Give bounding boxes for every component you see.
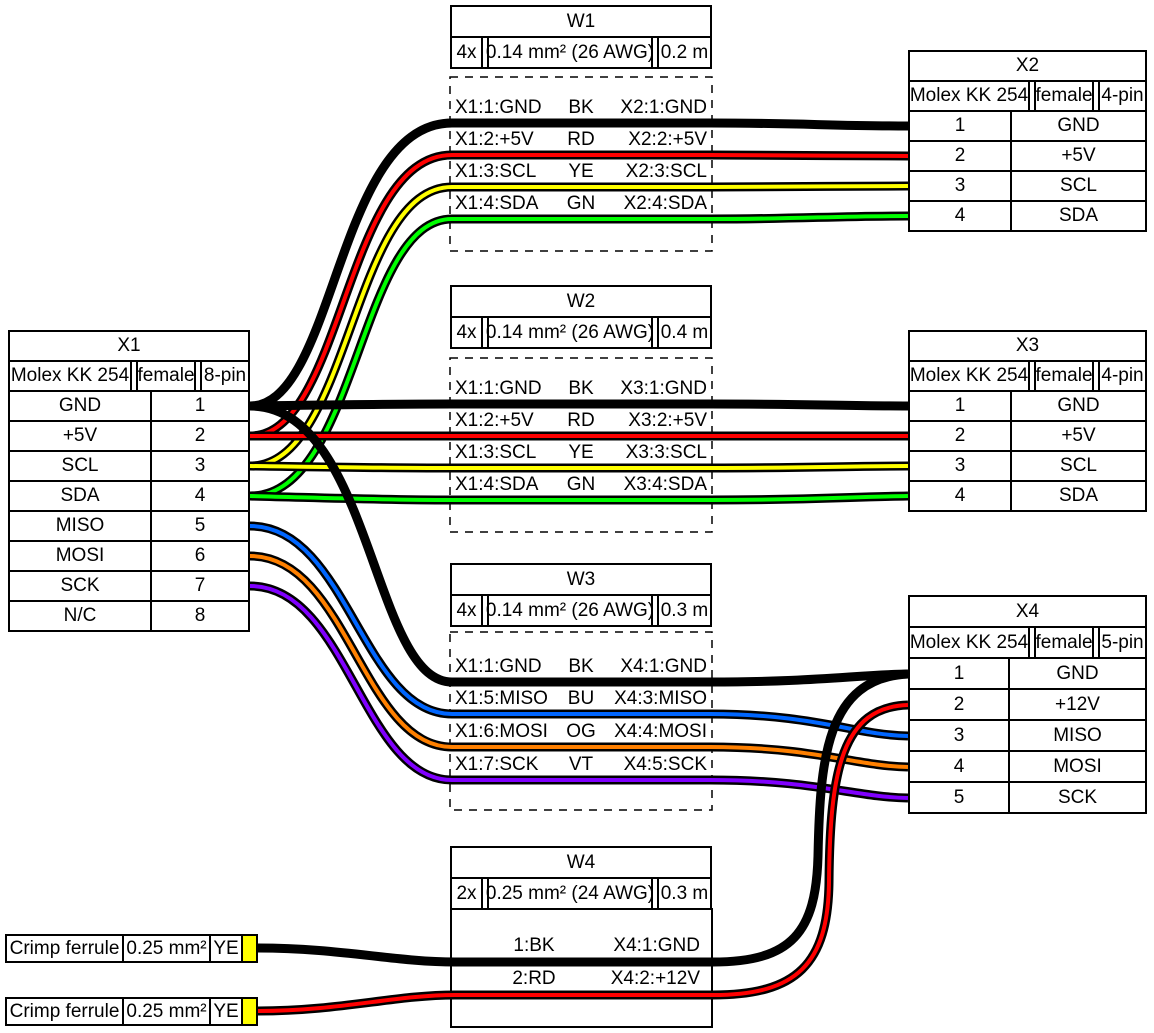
pin-number: 6 <box>150 542 248 570</box>
wire-label-row <box>452 754 710 774</box>
cable-gauge: 0.14 mm² (26 AWG) <box>487 38 653 67</box>
pin-number: 4 <box>150 482 248 510</box>
pin-row <box>910 390 1145 420</box>
ferrule-2-table <box>5 997 258 1026</box>
wire-to: X3:2:+5V <box>628 410 707 431</box>
cable-gauge: 0.25 mm² (24 AWG) <box>487 879 653 908</box>
connector-type: Molex KK 254 <box>910 362 1030 390</box>
connector-x1-table <box>8 330 250 632</box>
wire-to: X3:4:SDA <box>623 474 707 495</box>
wire-label-row <box>452 688 710 708</box>
connector-x3-table <box>908 330 1147 512</box>
ferrule-color-swatch <box>241 936 256 961</box>
wire-from: X1:5:MISO <box>455 688 548 709</box>
connector-gender: female <box>1034 628 1094 657</box>
pin-label: N/C <box>63 605 97 626</box>
wire-color-code: RD <box>567 129 595 150</box>
wire-to: X2:2:+5V <box>628 129 707 150</box>
pin-number: 4 <box>953 755 965 777</box>
pin-row <box>10 420 248 450</box>
ferrule-1-table <box>5 934 258 963</box>
cable-gauge: 0.14 mm² (26 AWG) <box>487 318 653 347</box>
wire-color-code: GN <box>566 193 596 214</box>
ferrule-type: Crimp ferrule <box>9 1000 120 1022</box>
ferrule-gauge: 0.25 mm² <box>122 999 209 1024</box>
cable-length: 0.4 m <box>657 318 710 347</box>
wire-color-code: RD <box>567 410 595 431</box>
ferrule-gauge: 0.25 mm² <box>122 936 209 961</box>
wire-label-row <box>452 656 710 676</box>
pin-row <box>10 450 248 480</box>
pin-row <box>910 781 1145 812</box>
connector-title: X2 <box>1015 55 1040 76</box>
cable-w1-table <box>450 5 712 69</box>
wire-to: X4:2:+12V <box>610 968 700 989</box>
cable-length: 0.3 m <box>657 596 710 625</box>
pin-number: 2 <box>954 425 966 446</box>
cable-length: 0.3 m <box>657 879 710 908</box>
connector-pincount: 8-pin <box>200 362 248 390</box>
connector-title: X3 <box>1015 335 1040 356</box>
wire-label-row <box>452 193 710 213</box>
cable-length: 0.2 m <box>657 38 710 67</box>
cable-wirecount: 4x <box>452 318 483 347</box>
ferrule-color-swatch <box>241 999 256 1024</box>
pin-label: +5V <box>62 425 98 446</box>
cable-wirecount: 4x <box>452 596 483 625</box>
connector-x2-table <box>908 50 1147 232</box>
pin-row <box>910 420 1145 450</box>
wire-to: X4:5:SCK <box>623 754 707 775</box>
wire-from: X1:2:+5V <box>455 410 534 431</box>
connector-pincount: 4-pin <box>1098 82 1145 110</box>
cable-title: W1 <box>566 10 596 32</box>
wire-color-code: BK <box>568 656 594 677</box>
pin-row <box>910 170 1145 200</box>
pin-number: 8 <box>150 602 248 630</box>
pin-number: 1 <box>954 115 966 136</box>
pin-label: SCK <box>60 575 100 596</box>
cable-title: W2 <box>566 290 596 312</box>
pin-label: SCL <box>1010 452 1145 480</box>
wire-from: X1:4:SDA <box>455 193 539 214</box>
wire-to: X3:1:GND <box>620 378 707 399</box>
wire-from: X1:3:SCL <box>455 442 537 463</box>
wire-from: X1:4:SDA <box>455 474 539 495</box>
pin-row <box>910 200 1145 230</box>
connector-type: Molex KK 254 <box>910 82 1030 110</box>
pin-row <box>10 390 248 420</box>
pin-row <box>910 750 1145 781</box>
wire-from: X1:1:GND <box>455 656 542 677</box>
wire-label-row <box>452 721 710 741</box>
pin-number: 2 <box>150 422 248 450</box>
pin-number: 4 <box>954 485 966 506</box>
connector-gender: female <box>1034 82 1094 110</box>
pin-number: 3 <box>150 452 248 480</box>
wire-color-code: BK <box>568 97 594 118</box>
connector-title: X4 <box>1015 600 1040 622</box>
cable-w3-table <box>450 563 712 627</box>
wire-color-code: GN <box>566 474 596 495</box>
wire-w2-gnd <box>250 404 908 406</box>
pin-label: +5V <box>1010 142 1145 170</box>
cable-title: W4 <box>566 851 596 873</box>
pin-row <box>10 600 248 630</box>
wire-from: X1:1:GND <box>455 378 542 399</box>
pin-label: GND <box>1010 392 1145 420</box>
pin-label: MISO <box>1008 721 1145 750</box>
pin-row <box>10 540 248 570</box>
pin-label: +5V <box>1010 422 1145 450</box>
wire-label-row <box>452 97 710 117</box>
wire-from: 1:BK <box>513 935 555 956</box>
connector-type: Molex KK 254 <box>10 362 132 390</box>
connector-pincount: 4-pin <box>1098 362 1145 390</box>
wire-from: X1:2:+5V <box>455 129 534 150</box>
pin-label: SDA <box>1010 202 1145 230</box>
wire-from: 2:RD <box>512 968 556 989</box>
wire-to: X4:1:GND <box>620 656 707 677</box>
pin-row <box>910 657 1145 688</box>
ferrule-color-code: YE <box>209 999 241 1024</box>
ferrule-color-code: YE <box>209 936 241 961</box>
connector-gender: female <box>136 362 196 390</box>
wire-color-code: YE <box>568 442 594 463</box>
pin-number: 2 <box>953 693 965 715</box>
connector-gender: female <box>1034 362 1094 390</box>
pin-label: GND <box>1010 112 1145 140</box>
pin-label: +12V <box>1008 690 1145 719</box>
connector-x4-table <box>908 595 1147 814</box>
pin-row <box>910 688 1145 719</box>
pin-label: MOSI <box>55 545 105 566</box>
pin-label: SCL <box>61 455 99 476</box>
ferrule-type: Crimp ferrule <box>9 937 120 959</box>
wire-from: X1:1:GND <box>455 97 542 118</box>
wire-label-row <box>452 474 710 494</box>
pin-label: SCK <box>1008 783 1145 812</box>
connector-type: Molex KK 254 <box>910 628 1030 657</box>
wire-color-code: BK <box>568 378 594 399</box>
pin-number: 5 <box>953 786 965 808</box>
wire-w2-scl <box>250 466 908 468</box>
wire-label-row <box>452 378 710 398</box>
wire-to: X2:4:SDA <box>623 193 707 214</box>
pin-row <box>910 140 1145 170</box>
connector-pincount: 5-pin <box>1098 628 1145 657</box>
wire-color-code: OG <box>566 721 596 742</box>
wire-label-row <box>452 129 710 149</box>
wire-from: X1:3:SCL <box>455 161 537 182</box>
wire-to: X2:1:GND <box>620 97 707 118</box>
pin-row <box>910 110 1145 140</box>
wire-label-row <box>452 410 710 430</box>
pin-row <box>910 480 1145 510</box>
pin-number: 1 <box>953 662 965 684</box>
pin-number: 2 <box>954 145 966 166</box>
connector-title: X1 <box>117 335 141 356</box>
wire-color-code: BU <box>567 688 595 709</box>
pin-row <box>910 450 1145 480</box>
pin-number: 4 <box>954 205 966 226</box>
pin-row <box>10 510 248 540</box>
cable-title: W3 <box>566 568 596 590</box>
cable-wirecount: 4x <box>452 38 483 67</box>
pin-row <box>10 570 248 600</box>
pin-number: 5 <box>150 512 248 540</box>
wire-from: X1:7:SCK <box>455 754 539 775</box>
cable-gauge: 0.14 mm² (26 AWG) <box>487 596 653 625</box>
cable-w4-table <box>450 846 712 910</box>
pin-label: MOSI <box>1008 752 1145 781</box>
pin-row <box>910 719 1145 750</box>
wire-to: X2:3:SCL <box>625 161 707 182</box>
pin-label: SDA <box>1010 482 1145 510</box>
wire-label-row <box>452 161 710 181</box>
pin-number: 3 <box>954 455 966 476</box>
cable-wirecount: 2x <box>452 879 483 908</box>
wire-to: X3:3:SCL <box>625 442 707 463</box>
pin-number: 7 <box>150 572 248 600</box>
pin-number: 1 <box>150 392 248 420</box>
pin-label: MISO <box>55 515 105 536</box>
wire-to: X4:1:GND <box>613 935 700 956</box>
pin-label: SDA <box>60 485 100 506</box>
wire-label-row <box>452 442 710 462</box>
wire-color-code: YE <box>568 161 594 182</box>
wire-from: X1:6:MOSI <box>455 721 548 742</box>
wire-color-code: VT <box>568 754 594 775</box>
pin-number: 1 <box>954 395 966 416</box>
cable-w2-table <box>450 285 712 349</box>
pin-label: SCL <box>1010 172 1145 200</box>
pin-label: GND <box>1008 659 1145 688</box>
pin-number: 3 <box>954 175 966 196</box>
pin-row <box>10 480 248 510</box>
wire-to: X4:4:MOSI <box>614 721 707 742</box>
pin-number: 3 <box>953 724 965 746</box>
pin-label: GND <box>58 395 102 416</box>
wire-to: X4:3:MISO <box>614 688 707 709</box>
